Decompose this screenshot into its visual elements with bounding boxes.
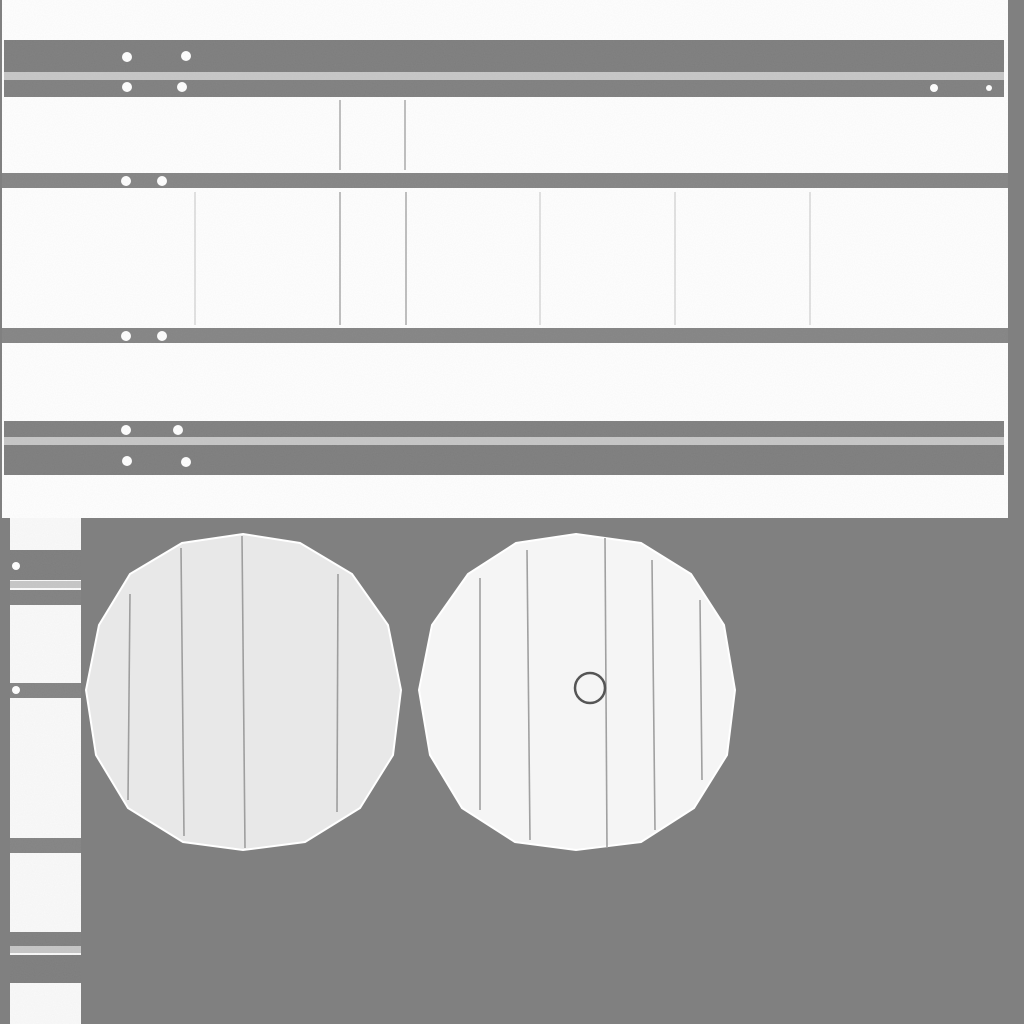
barrel-lid-left [86, 534, 401, 850]
barrel-side-panel [2, 0, 1008, 518]
lid-right-disc [419, 534, 735, 850]
side-grain [2, 0, 1008, 518]
barrel-side-strip-vertical [10, 518, 81, 1024]
barrel-lid-right [419, 534, 735, 850]
